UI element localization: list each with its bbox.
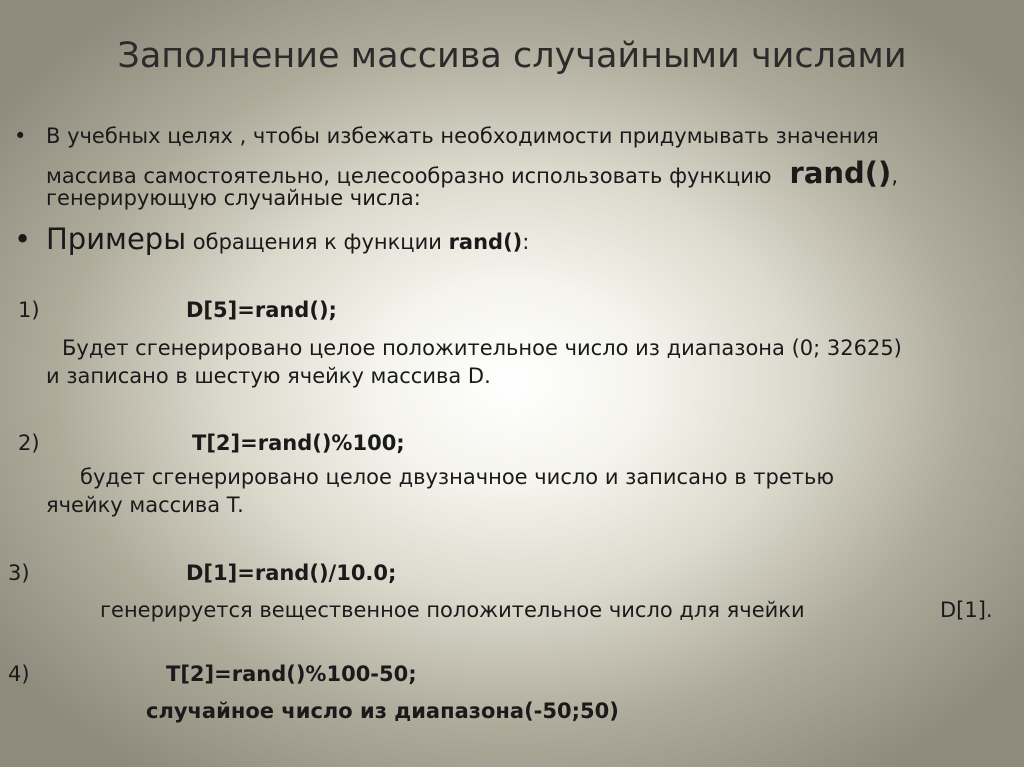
example-2-code: T[2]=rand()%100; [192,431,405,455]
example-3-number: 3) [8,561,30,585]
example-1-desc-2: и записано в шестую ячейку массива D. [46,364,491,388]
example-2-desc-1: будет сгенерировано целое двузначное число и записано в третью [80,465,835,489]
bullet-2-marker: • [14,222,32,256]
example-2-number: 2) [18,431,40,455]
bullet-1-marker: • [14,124,27,148]
bullet-2-lead: Примеры [46,222,187,256]
rand-function-name: rand() [789,156,892,190]
bullet-2-tail: : [522,230,530,254]
example-1-code: D[5]=rand(); [186,298,337,322]
bullet-2-text: обращения к функции [186,230,449,254]
example-4-code: T[2]=rand()%100-50; [166,662,417,686]
example-2-desc-2: ячейку массива T. [46,493,244,517]
bullet-1-line-1: В учебных целях , чтобы избежать необходимости придумывать значения [46,124,879,148]
bullet-1-line-3: генерирующую случайные числа: [46,186,421,210]
example-3-desc-1: генерируется вещественное положительное число для ячейки [100,598,805,622]
example-4-number: 4) [8,662,30,686]
example-3-code: D[1]=rand()/10.0; [186,561,397,585]
bullet-2-code: rand() [448,230,523,254]
bullet-2-line [46,222,529,256]
example-1-number: 1) [18,298,40,322]
example-3-desc-1-tail: D[1]. [940,598,993,622]
example-1-desc-1: Будет сгенерировано целое положительное число из диапазона (0; 32625) [62,336,902,360]
bullet-1-line-2 [46,156,898,190]
slide-title: Заполнение массива случайными числами [117,36,907,76]
bullet-1-line-2-tail: , [891,164,898,188]
bullet-1-line-2-text: массива самостоятельно, целесообразно использовать функцию [46,164,772,188]
example-4-desc-1: случайное число из диапазона(-50;50) [146,699,619,723]
